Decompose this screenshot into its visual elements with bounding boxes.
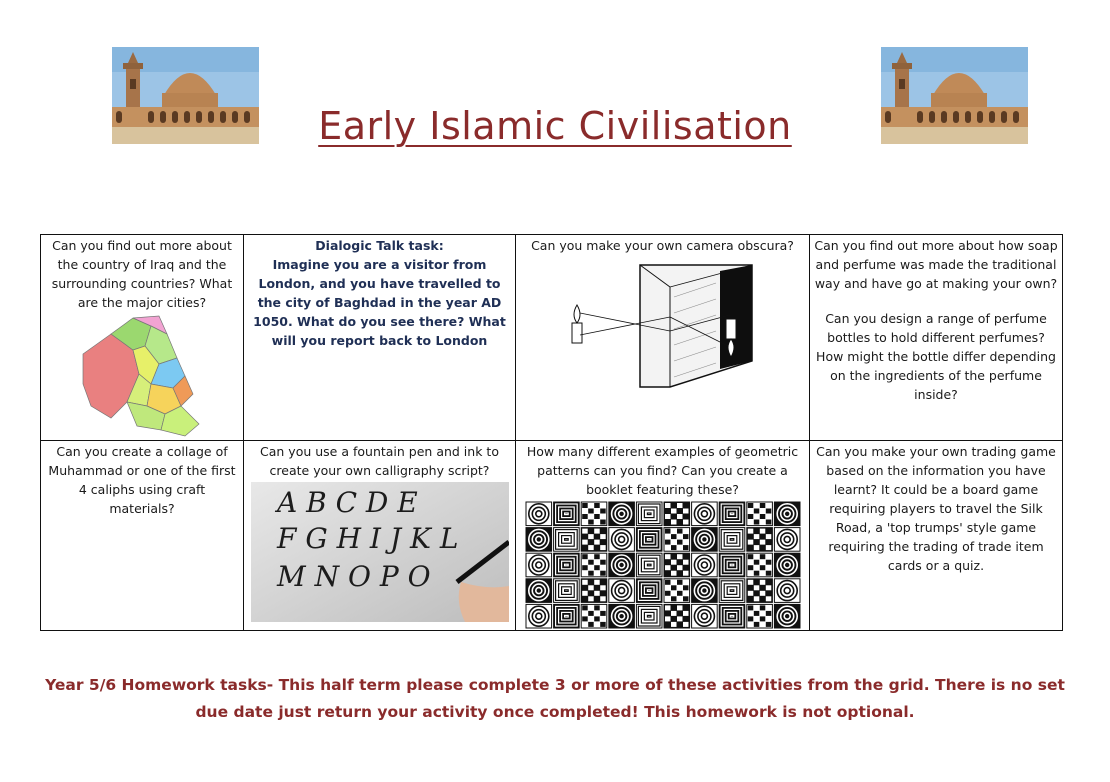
dialogic-body: Imagine you are a visitor from London, and you have travelled to the city of Baghdad in the year AD 1050. What do you see there? What will you report back to London (253, 257, 506, 348)
calligraphy-line-3: M N O P O (276, 560, 431, 593)
calligraphy-image (251, 482, 509, 622)
trading-task-text: Can you make your own trading game based on the information you have learnt? It could be a board game requiring players to travel the Silk Road, a 'top trumps' style game requiring the trading of trade item cards or a quiz. (816, 444, 1056, 573)
calligraphy-line-2: F G H I J K L (276, 522, 458, 555)
homework-instructions: Year 5/6 Homework tasks- This half term please complete 3 or more of these activities from the grid. There is no set due date just return your activity once completed! This homework is not optional. (45, 676, 1065, 721)
page-title: Early Islamic Civilisation (318, 104, 792, 148)
cell-calligraphy (244, 441, 516, 631)
camera-task-text: Can you make your own camera obscura? (531, 238, 794, 253)
cell-camera (516, 235, 810, 441)
iraq-map-image (81, 314, 203, 440)
soap-task-text: Can you find out more about how soap and perfume was made the traditional way and have go at making your own? (814, 238, 1058, 291)
cell-iraq (41, 235, 244, 441)
cell-patterns (516, 441, 810, 631)
cell-dialogic (244, 235, 516, 441)
geometric-patterns-image (525, 501, 801, 629)
cell-soap-perfume (810, 235, 1063, 441)
calligraphy-task-text: Can you use a fountain pen and ink to create your own calligraphy script? (260, 444, 499, 478)
perfume-task-text: Can you design a range of perfume bottles to hold different perfumes? How might the bottle differ depending on the ingredients of the perfume inside? (816, 311, 1056, 402)
calligraphy-line-1: A B C D E (276, 486, 418, 519)
cell-collage (41, 441, 244, 631)
patterns-task-text: How many different examples of geometric patterns can you find? Can you create a booklet featuring these? (526, 444, 799, 497)
camera-obscura-image (570, 257, 756, 389)
dialogic-title: Dialogic Talk task: (315, 238, 444, 253)
collage-task-text: Can you create a collage of Muhammad or one of the first 4 caliphs using craft materials? (48, 444, 236, 516)
homework-grid (40, 234, 1063, 631)
iraq-task-text: Can you find out more about the country of Iraq and the surrounding countries? What are the major cities? (51, 238, 233, 310)
cell-trading-game (810, 441, 1063, 631)
